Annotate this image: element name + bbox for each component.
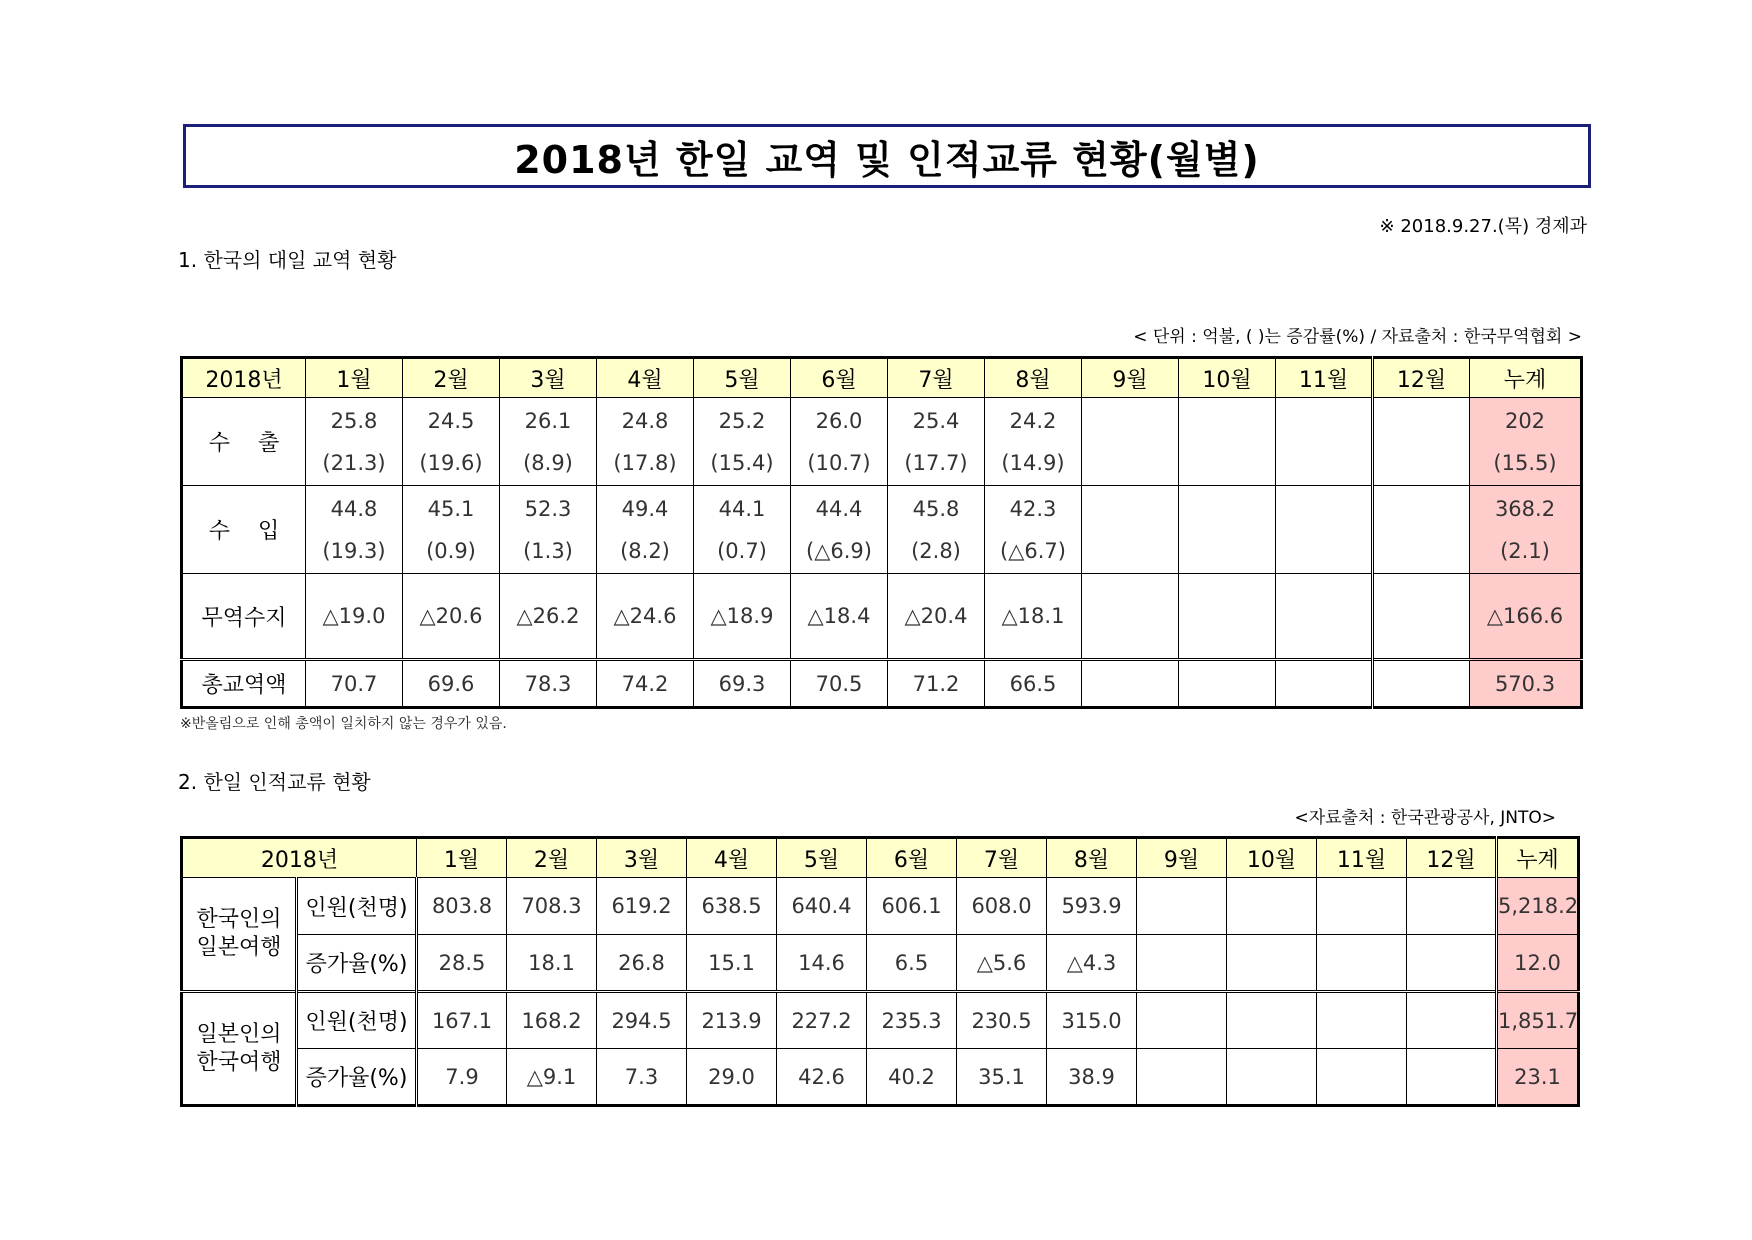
trade-volume-row: [182, 660, 1582, 708]
group-label-line: 한국여행: [196, 1049, 282, 1075]
value-cell: 167.1: [417, 992, 507, 1049]
group-label: [182, 878, 297, 992]
document-title: 2018년 한일 교역 및 인적교류 현황(월별): [183, 124, 1591, 188]
value-cell: △20.4: [888, 574, 985, 660]
value-cell: 26.8: [597, 935, 687, 992]
section2-source-note: <자료출처 : 한국관광공사, JNTO>: [1294, 808, 1556, 828]
section1-unit-note: < 단위 : 억불, ( )는 증감률(%) / 자료출처 : 한국무역협회 >: [1133, 327, 1582, 347]
value-cell: [1227, 878, 1317, 935]
change-rate: (0.9): [426, 538, 476, 563]
metric-label: 인원(천명): [297, 878, 417, 935]
value-cell: [1082, 486, 1179, 574]
amount: 49.4: [621, 496, 669, 521]
header-month-10: 10월: [1227, 838, 1317, 878]
header-month-11: 11월: [1276, 358, 1373, 398]
header-total: 누계: [1470, 358, 1582, 398]
value-cell: [1082, 660, 1179, 708]
group-label-line: 한국인의: [196, 907, 282, 932]
travel-header-row: [182, 838, 1579, 878]
value-cell: [791, 486, 888, 574]
value-cell: 18.1: [507, 935, 597, 992]
change-rate: (19.6): [419, 450, 483, 475]
total-cell: 570.3: [1470, 660, 1582, 708]
header-month-12: 12월: [1373, 358, 1470, 398]
value-cell: △4.3: [1047, 935, 1137, 992]
amount: 26.1: [524, 408, 572, 433]
value-cell: [1317, 878, 1407, 935]
value-cell: [1082, 574, 1179, 660]
value-cell: △24.6: [597, 574, 694, 660]
header-month-5: 5월: [777, 838, 867, 878]
value-cell: [1227, 992, 1317, 1049]
change-rate: (8.2): [620, 538, 670, 563]
metric-label: 증가율(%): [297, 1049, 417, 1106]
total-amount: 202: [1504, 408, 1546, 433]
value-cell: [1137, 992, 1227, 1049]
value-cell: [1179, 486, 1276, 574]
group-label: [182, 992, 297, 1106]
change-rate: (8.9): [523, 450, 573, 475]
section1-heading: 1. 한국의 대일 교역 현황: [178, 248, 397, 272]
value-cell: [500, 486, 597, 574]
value-cell: 6.5: [867, 935, 957, 992]
value-cell: [888, 486, 985, 574]
header-month-7: 7월: [957, 838, 1047, 878]
group-label-line: 일본여행: [196, 935, 282, 960]
value-cell: [306, 398, 403, 486]
value-cell: [1179, 660, 1276, 708]
amount: 52.3: [524, 496, 572, 521]
header-month-12: 12월: [1407, 838, 1497, 878]
value-cell: [1276, 398, 1373, 486]
value-cell: 78.3: [500, 660, 597, 708]
value-cell: 28.5: [417, 935, 507, 992]
amount: 25.8: [330, 408, 378, 433]
header-month-9: 9월: [1137, 838, 1227, 878]
value-cell: [1373, 398, 1470, 486]
value-cell: △18.1: [985, 574, 1082, 660]
value-cell: 70.5: [791, 660, 888, 708]
value-cell: [1317, 1049, 1407, 1106]
value-cell: 40.2: [867, 1049, 957, 1106]
amount: 44.1: [718, 496, 766, 521]
travel-row-visitors: [182, 878, 1579, 935]
change-rate: (1.3): [523, 538, 573, 563]
total-amount: 368.2: [1494, 496, 1556, 521]
travel-row-growth: [182, 1049, 1579, 1106]
value-cell: [1407, 992, 1497, 1049]
value-cell: 70.7: [306, 660, 403, 708]
value-cell: 315.0: [1047, 992, 1137, 1049]
header-month-8: 8월: [1047, 838, 1137, 878]
value-cell: [1317, 935, 1407, 992]
header-month-5: 5월: [694, 358, 791, 398]
value-cell: 29.0: [687, 1049, 777, 1106]
value-cell: [985, 398, 1082, 486]
header-month-1: 1월: [417, 838, 507, 878]
value-cell: [1137, 935, 1227, 992]
header-month-8: 8월: [985, 358, 1082, 398]
change-rate: (2.8): [911, 538, 961, 563]
value-cell: [597, 486, 694, 574]
amount: 42.3: [1009, 496, 1057, 521]
amount: 25.4: [912, 408, 960, 433]
value-cell: [403, 486, 500, 574]
value-cell: [1179, 398, 1276, 486]
value-cell: 638.5: [687, 878, 777, 935]
value-cell: 294.5: [597, 992, 687, 1049]
header-total: 누계: [1497, 838, 1579, 878]
trade-row: [182, 398, 1582, 486]
value-cell: [985, 486, 1082, 574]
value-cell: 235.3: [867, 992, 957, 1049]
change-rate: (21.3): [322, 450, 386, 475]
value-cell: [1082, 398, 1179, 486]
total-cell: 12.0: [1497, 935, 1579, 992]
value-cell: △18.4: [791, 574, 888, 660]
amount: 25.2: [718, 408, 766, 433]
total-rate: (2.1): [1500, 538, 1550, 563]
row-label: 수 입: [182, 486, 306, 574]
trade-row: [182, 486, 1582, 574]
value-cell: [1179, 574, 1276, 660]
header-month-4: 4월: [597, 358, 694, 398]
header-month-2: 2월: [403, 358, 500, 398]
amount: 45.1: [427, 496, 475, 521]
total-cell: △166.6: [1470, 574, 1582, 660]
value-cell: [1407, 1049, 1497, 1106]
amount: 44.8: [330, 496, 378, 521]
travel-row-visitors: [182, 992, 1579, 1049]
value-cell: [1137, 1049, 1227, 1106]
header-month-3: 3월: [597, 838, 687, 878]
header-month-10: 10월: [1179, 358, 1276, 398]
total-cell: [1470, 398, 1582, 486]
total-rate: (15.5): [1493, 450, 1557, 475]
value-cell: [403, 398, 500, 486]
trade-header-row: [182, 358, 1582, 398]
change-rate: (17.8): [613, 450, 677, 475]
value-cell: 15.1: [687, 935, 777, 992]
header-month-6: 6월: [791, 358, 888, 398]
value-cell: [694, 398, 791, 486]
value-cell: 38.9: [1047, 1049, 1137, 1106]
trade-table: [180, 356, 1583, 709]
value-cell: [1373, 574, 1470, 660]
amount: 44.4: [815, 496, 863, 521]
amount: 24.8: [621, 408, 669, 433]
row-label: 수 출: [182, 398, 306, 486]
value-cell: 608.0: [957, 878, 1047, 935]
change-rate: (14.9): [1001, 450, 1065, 475]
change-rate: (△6.7): [1000, 538, 1066, 563]
value-cell: [1373, 486, 1470, 574]
value-cell: 66.5: [985, 660, 1082, 708]
date-note: ※ 2018.9.27.(목) 경제과: [1379, 216, 1587, 237]
change-rate: (10.7): [807, 450, 871, 475]
travel-table: [180, 836, 1580, 1107]
change-rate: (15.4): [710, 450, 774, 475]
value-cell: 606.1: [867, 878, 957, 935]
metric-label: 인원(천명): [297, 992, 417, 1049]
value-cell: 7.3: [597, 1049, 687, 1106]
value-cell: 71.2: [888, 660, 985, 708]
value-cell: 593.9: [1047, 878, 1137, 935]
total-cell: 5,218.2: [1497, 878, 1579, 935]
value-cell: △5.6: [957, 935, 1047, 992]
value-cell: △19.0: [306, 574, 403, 660]
value-cell: [1276, 574, 1373, 660]
section2-heading: 2. 한일 인적교류 현황: [178, 770, 371, 794]
value-cell: [1227, 1049, 1317, 1106]
value-cell: 619.2: [597, 878, 687, 935]
amount: 24.5: [427, 408, 475, 433]
value-cell: 168.2: [507, 992, 597, 1049]
value-cell: [500, 398, 597, 486]
header-year: 2018년: [182, 358, 306, 398]
value-cell: 35.1: [957, 1049, 1047, 1106]
amount: 26.0: [815, 408, 863, 433]
value-cell: 227.2: [777, 992, 867, 1049]
value-cell: [1373, 660, 1470, 708]
trade-footnote: ※반올림으로 인해 총액이 일치하지 않는 경우가 있음.: [180, 716, 507, 732]
value-cell: 213.9: [687, 992, 777, 1049]
metric-label: 증가율(%): [297, 935, 417, 992]
value-cell: 42.6: [777, 1049, 867, 1106]
value-cell: [1137, 878, 1227, 935]
total-cell: 1,851.7: [1497, 992, 1579, 1049]
value-cell: [1317, 992, 1407, 1049]
value-cell: 69.6: [403, 660, 500, 708]
change-rate: (19.3): [322, 538, 386, 563]
header-month-9: 9월: [1082, 358, 1179, 398]
amount: 45.8: [912, 496, 960, 521]
row-label: 총교역액: [182, 660, 306, 708]
total-cell: 23.1: [1497, 1049, 1579, 1106]
change-rate: (0.7): [717, 538, 767, 563]
header-month-4: 4월: [687, 838, 777, 878]
header-month-1: 1월: [306, 358, 403, 398]
value-cell: [597, 398, 694, 486]
value-cell: 14.6: [777, 935, 867, 992]
amount: 24.2: [1009, 408, 1057, 433]
value-cell: 708.3: [507, 878, 597, 935]
header-month-7: 7월: [888, 358, 985, 398]
value-cell: 69.3: [694, 660, 791, 708]
change-rate: (17.7): [904, 450, 968, 475]
total-cell: [1470, 486, 1582, 574]
value-cell: [694, 486, 791, 574]
value-cell: 7.9: [417, 1049, 507, 1106]
header-month-3: 3월: [500, 358, 597, 398]
group-label-line: 일본인의: [196, 1021, 282, 1047]
value-cell: [1276, 660, 1373, 708]
header-month-11: 11월: [1317, 838, 1407, 878]
value-cell: △9.1: [507, 1049, 597, 1106]
value-cell: [888, 398, 985, 486]
row-label: 무역수지: [182, 574, 306, 660]
header-year: 2018년: [182, 838, 417, 878]
header-month-6: 6월: [867, 838, 957, 878]
travel-row-growth: [182, 935, 1579, 992]
value-cell: 803.8: [417, 878, 507, 935]
value-cell: [1276, 486, 1373, 574]
value-cell: △26.2: [500, 574, 597, 660]
header-month-2: 2월: [507, 838, 597, 878]
value-cell: △20.6: [403, 574, 500, 660]
trade-balance-row: [182, 574, 1582, 660]
value-cell: [306, 486, 403, 574]
value-cell: [1407, 878, 1497, 935]
value-cell: [791, 398, 888, 486]
value-cell: 640.4: [777, 878, 867, 935]
value-cell: [1227, 935, 1317, 992]
value-cell: 230.5: [957, 992, 1047, 1049]
value-cell: [1407, 935, 1497, 992]
change-rate: (△6.9): [806, 538, 872, 563]
value-cell: △18.9: [694, 574, 791, 660]
value-cell: 74.2: [597, 660, 694, 708]
